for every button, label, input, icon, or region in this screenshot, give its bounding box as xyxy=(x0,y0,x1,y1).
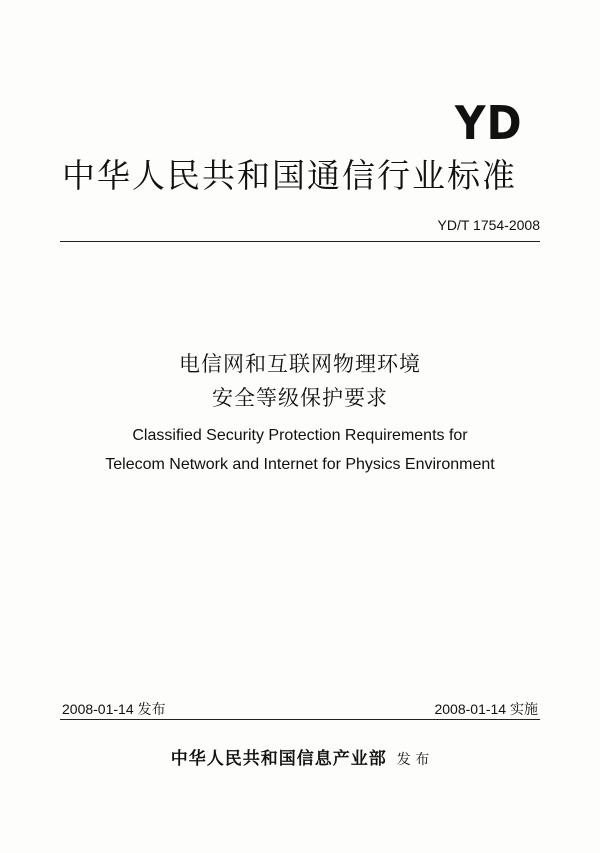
publisher-action: 发 布 xyxy=(396,752,430,768)
title-cn-line-2: 安全等级保护要求 xyxy=(212,386,388,410)
implementation-date: 2008-01-14 实施 xyxy=(434,701,538,717)
title-en-line-1: Classified Security Protection Requirements for xyxy=(132,427,468,444)
standard-number: YD/T 1754-2008 xyxy=(437,217,540,233)
yd-logo: YD xyxy=(454,96,522,150)
issue-date: 2008-01-14 发布 xyxy=(62,701,166,717)
title-cn-line-1: 电信网和互联网物理环境 xyxy=(179,352,421,376)
title-en-line-2: Telecom Network and Internet for Physics Environment xyxy=(105,456,495,473)
footer-divider xyxy=(60,719,540,720)
standard-category-title: 中华人民共和国通信行业标准 xyxy=(62,156,517,195)
publisher-org: 中华人民共和国信息产业部 xyxy=(170,749,387,769)
header-divider xyxy=(60,241,540,242)
publisher-line xyxy=(0,744,600,769)
